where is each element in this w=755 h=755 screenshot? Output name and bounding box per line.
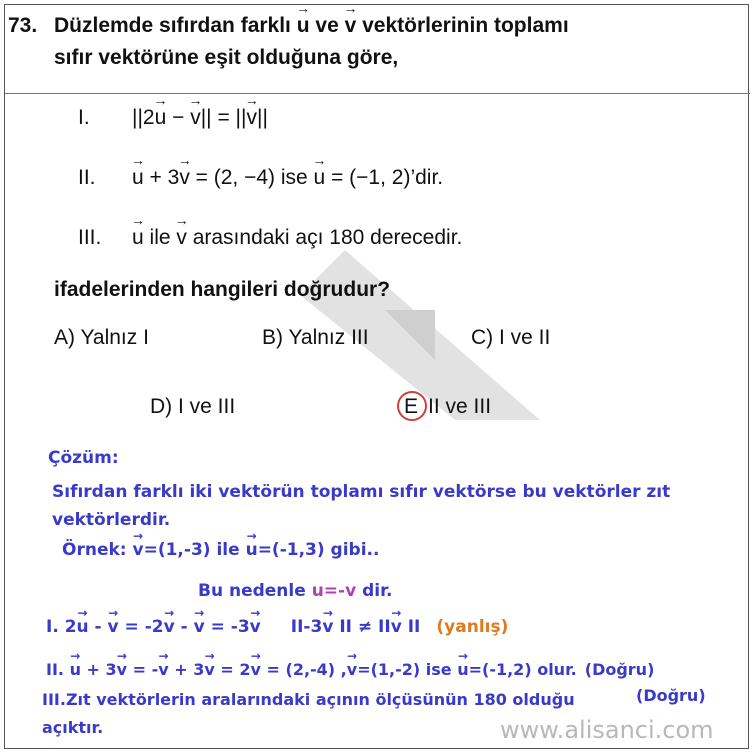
solution-reason: Bu nedenle u=-v dir. [198,581,393,601]
solution-example: Örnek: → v=(1,-3) ile → u=(-1,3) gibi.. [62,540,379,560]
site-watermark-text: www.alisanci.com [500,716,714,744]
question-prompt: ifadelerinden hangileri doğrudur? [54,278,391,301]
verdict-wrong: (yanlış) [436,617,509,637]
verdict-correct-2: (Doğru) [584,660,655,679]
statement-3: → u ile → v arasındaki açı 180 derecedir. [132,226,462,250]
statement-2: → u + 3→ v = (2, −4) ise → u = (−1, 2)’dir. [132,166,443,190]
solution-item-3-line1: III.Zıt vektörlerin aralarındaki açının ölçüsünün 180 olduğu [42,690,575,709]
solution-line1: Sıfırdan farklı iki vektörün toplamı sıfır vektörse bu vektörler zıt [52,482,671,502]
verdict-correct-3: (Doğru) [636,686,706,705]
solution-item-3-line2: açıktır. [42,718,104,737]
solution-header: Çözüm: [48,448,119,468]
option-c: C) I ve II [471,326,551,349]
option-b: B) Yalnız III [262,326,369,349]
highlight-u-equals-minus-v: u=-v [311,581,357,601]
solution-item-1: I. 2→ u - → v = -2→ v - → v = -3→ v II-3→ v II ≠ II→ v II (yanlış) [46,617,508,637]
option-e-letter: E [404,395,419,418]
roman-numeral-2: II. [78,166,96,189]
question-number: 73. [8,14,38,37]
roman-numeral-1: I. [78,106,90,129]
solution-line2: vektörlerdir. [52,510,171,530]
statement-1: ||2→ u − → v|| = ||→ v|| [132,106,268,130]
question-title-line1: Düzlemde sıfırdan farklı → u ve → v vektörlerinin toplamı [54,14,569,38]
title-divider [5,93,750,94]
vector-v: → v [345,14,357,38]
roman-numeral-3: III. [78,226,102,249]
question-title-line2: sıfır vektörüne eşit olduğuna göre, [54,46,399,69]
option-e: E II ve III [404,395,492,418]
option-d: D) I ve III [150,395,236,418]
solution-item-2: II. → u + 3→ v = -→ v + 3→ v = 2→ v = (2,-4) ,→ v=(1,-2) ise → u=(-1,2) olur. (Doğru) [46,660,654,679]
option-a: A) Yalnız I [54,326,149,349]
vector-u: → u [297,14,310,38]
